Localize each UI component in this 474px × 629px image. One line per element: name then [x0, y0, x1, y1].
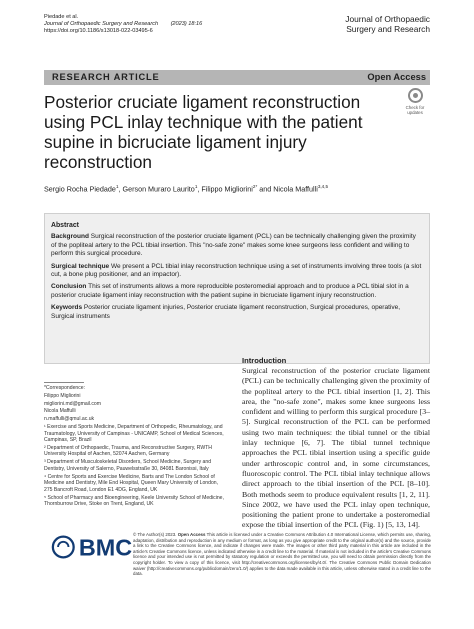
author-affiliation-mark: 1 [115, 184, 119, 189]
meta-authors: Piedade et al. [44, 14, 79, 20]
abstract-conclusion [51, 283, 423, 300]
abstract-heading: Abstract [51, 222, 79, 229]
license-text: This article is licensed under a Creative Commons Attribution 4.0 International License, which permits use, sharing, adaptation, distribution and reproduction in any medium or format, as long as you give appropriate credit to the original author(s) and the source, provide a link to the Creative Commons licence, and indicate if changes were made. The images or other third party material in this article are included in the article's Creative Commons licence, unless indicated otherwise in a credit line to the material. If material is not included in the article's Creative Commons licence and your intended use is not permitted by statutory regulation or exceeds the permitted use, you will need to obtain permission directly from the copyright holder. To view a copy of this licence, visit http://creativecommons.org/licenses/by/4.0/. The Creative Commons Public Domain Dedication waiver (http://creativecommons.org/publicdomain/zero/1.0/) applies to the data made available in this article, unless otherwise stated in a credit line to the data. [133, 532, 431, 577]
introduction-text: Surgical reconstruction of the posterior cruciate ligament (PCL) can be technically challenging given the proximity of the popliteal artery to the PCL tibial insertion [1, 2]. This area, the "no-safe zone", makes some knee surgeons less confident and willing to perform this surgical procedure [3–5]. Surgical reconstruction of the PCL can be performed using two main techniques: the tibial tunnel or the tibial inlay technique [6, 7]. The tibial tunnel technique approaches the PCL tibial insertion using a specific guide under arthroscopic control and, in some circumstances, fluoroscopic control. The PCL tibial inlay technique allows direct approach to the tibial insertion of the PCL [8–10]. Both methods seem to produce equivalent results [1, 2, 11]. Since 2002, we have used the PCL inlay open technique, positioning the patient prone to undertake a posteromedial expose the tibial insertion of the PCL (Fig. 1) [5, 13, 14]. [242, 366, 430, 530]
journal-name [345, 14, 430, 34]
author-affiliation-mark: 2* [252, 184, 258, 189]
keywords-label: Keywords [51, 304, 83, 312]
check-updates-badge[interactable] [402, 88, 428, 115]
correspondent-name: Filippo Migliorini [44, 392, 81, 399]
license-notice [133, 532, 431, 577]
check-updates-icon [408, 88, 423, 103]
correspondence-label: *Correspondence: [44, 385, 86, 391]
abstract-background [51, 233, 423, 258]
article-meta [44, 14, 202, 36]
affiliation: ⁵ School of Pharmacy and Bioengineering, Keele University School of Medicine, Thornburrow Drive, Stoke on Trent, England, UK [44, 494, 224, 508]
abstract-keywords [51, 304, 423, 321]
meta-year: (2023) 18:16 [170, 21, 203, 28]
abstract-box [44, 213, 430, 364]
copyright-text: © The Author(s) 2023. [133, 532, 177, 537]
affiliation: ⁴ Centre for Sports and Exercise Medicine, Barts and The London School of Medicine and Dentistry, Mile End Hospital, Queen Mary University of London, 275 Bancroft Road, London E1 4DG, England, UK [44, 473, 219, 493]
check-updates-label: Check for updates [405, 105, 425, 115]
abstract-technique [51, 263, 423, 280]
bmc-logo-text: BMC [78, 534, 133, 560]
conclusion-text: This set of instruments allows a more reproducible posteromedial approach and to produce a PCL tibial slot in a posterior cruciate ligament inlay reconstruction with the patient supine in bicruciate ligament injury reconstruction. [51, 283, 409, 299]
correspondent-name: Nicola Maffulli [44, 408, 76, 415]
technique-label: Surgical technique [51, 262, 110, 270]
footnote-divider [44, 382, 84, 383]
open-access-label: Open Access [367, 72, 426, 82]
license-open-access: Open Access [177, 532, 206, 537]
affiliation: ² Department of Orthopaedic, Trauma, and Reconstructive Surgery, RWTH University Hospital of Aachen, 52074 Aachen, Germany [44, 444, 212, 458]
affiliation: ¹ Exercise and Sports Medicine, Department of Orthopedic, Rheumatology, and Traumatology, University of Campinas - UNICAMP, School of Medical Sciences, Campinas, SP, Brazil [44, 423, 224, 444]
author-name[interactable]: Sergio Rocha Piedade [44, 184, 116, 194]
affiliation: ³ Department of Musculoskeletal Disorders, School Medicine, Surgery and Dentistry, University of Salerno, Pauwelsstraße 30, 84081 Baronissi, Italy [44, 459, 212, 472]
introduction-heading: Introduction [242, 356, 287, 365]
background-label: Background [51, 233, 89, 241]
correspondent-email[interactable]: migliorini.md@gmail.com [44, 400, 101, 407]
author-affiliation-mark: 1 [194, 184, 198, 189]
author-name[interactable]: , Gerson Muraro Laurito [118, 184, 195, 194]
technique-text: We present a PCL tibial inlay reconstruction technique using a set of instruments involving three tools (a slot cut, a bone plug positioner, and an impactor). [51, 262, 422, 279]
author-name[interactable]: , Filippo Migliorini [197, 184, 253, 194]
meta-doi[interactable]: https://doi.org/10.1186/s13018-022-03495-6 [44, 28, 153, 35]
author-name[interactable]: and Nicola Maffulli [257, 184, 318, 194]
meta-journal: Journal of Orthopaedic Surgery and Research [44, 21, 159, 28]
correspondent-email[interactable]: n.maffulli@qmul.ac.uk [44, 416, 95, 423]
keywords-text: Posterior cruciate ligament injuries, Posterior cruciate ligament reconstruction, Surgical procedures, operative, Surgical instruments [51, 304, 401, 320]
author-affiliation-mark: 3,4,5 [317, 184, 329, 189]
article-type: RESEARCH ARTICLE [52, 72, 160, 82]
article-title: Posterior cruciate ligament reconstruction using PCL inlay technique with the patient supine in bicruciate ligament injury reconstruction [44, 92, 363, 172]
journal-name-line1: Journal of Orthopaedic [345, 14, 430, 24]
journal-name-line2: Surgery and Research [346, 24, 430, 34]
author-list [44, 184, 328, 193]
footnotes [44, 382, 224, 509]
background-text: Surgical reconstruction of the posterior cruciate ligament (PCL) can be technically challenging given the proximity of the popliteal artery to the PCL tibial insertion. This "no-safe zone" makes some knee surgeons less confident and willing to perform this surgical procedure. [51, 233, 416, 258]
conclusion-label: Conclusion [51, 283, 87, 291]
